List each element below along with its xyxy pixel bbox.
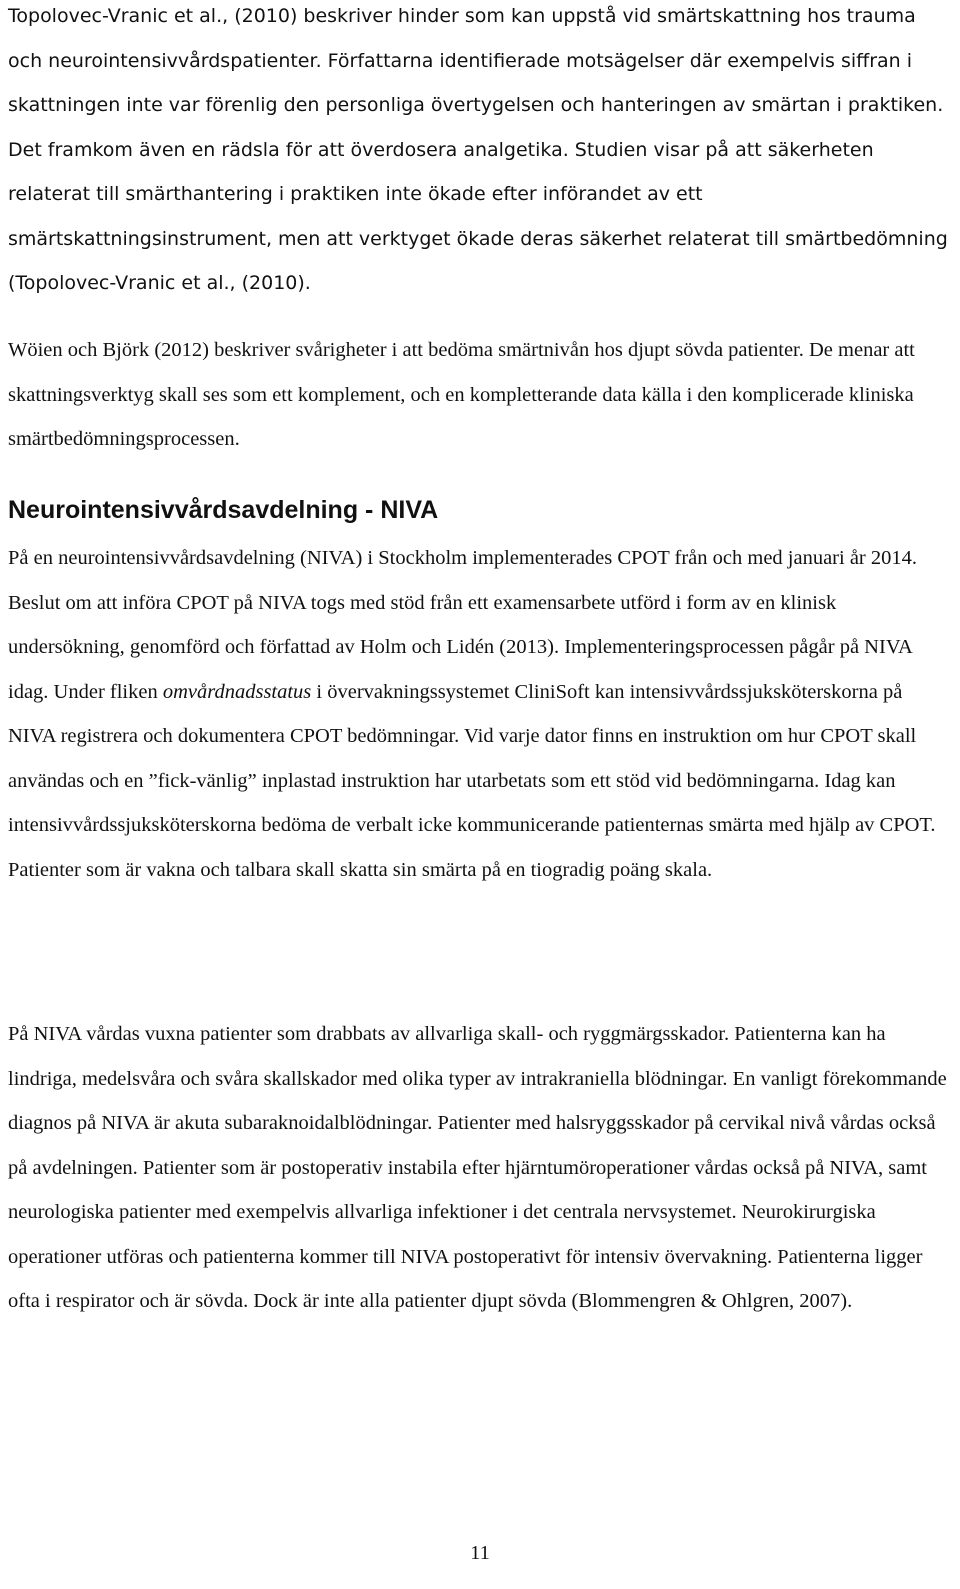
paragraph-niva-patients: På NIVA vårdas vuxna patienter som drabbats av allvarliga skall- och ryggmärgsskador. Patienterna kan ha lindriga, medelsvåra och svåra skallskador med olika typer av intrakraniella blödningar. En vanligt förekommande diagnos på NIVA är akuta subaraknoidalblödningar. Patienter med halsryggsskador på cervikal nivå vårdas också på avdelningen. Patienter som är postoperativ instabila efter hjärntumöroperationer vårdas också på NIVA, samt neurologiska patienter med exempelvis allvarliga infektioner i det centrala nervsystemet. Neurokirurgiska operationer utföras och patienterna kommer till NIVA postoperativt för intensiv övervakning. Patienterna ligger ofta i respirator och är sövda. Dock är inte alla patienter djupt sövda (Blommengren & Ohlgren, 2007). (8, 1023, 947, 1312)
paragraph-text-part: På en neurointensivvårdsavdelning (NIVA) i Stockholm implementerades CPOT från och med januari år 2014. Beslut om att införa CPOT på NIVA togs med stöd från ett examensarbete utförd i form av en klinisk undersökning, genomförd och författad av Holm och Lidén (2013). Implementeringsprocessen pågår på NIVA idag. Under fliken (8, 547, 918, 703)
paragraph-topolovec: Topolovec-Vranic et al., (2010) beskriver hinder som kan uppstå vid smärtskattning hos trauma och neurointensivvårdspatienter. Författarna identifierade motsägelser där exempelvis siffran i skattningen inte var förenlig den personliga övertygelsen och hanteringen av smärtan i praktiken. Det framkom även en rädsla för att överdosera analgetika. Studien visar på att säkerheten relaterat till smärthantering i praktiken inte ökade efter införandet av ett smärtskattningsinstrument, men att verktyget ökade deras säkerhet relaterat till smärtbedömning (Topolovec-Vranic et al., (2010). (8, 5, 948, 294)
paragraph-niva-implementation (8, 536, 952, 892)
paragraph-woien-bjork: Wöien och Björk (2012) beskriver svårigheter i att bedöma smärtnivån hos djupt sövda patienter. De menar att skattningsverktyg skall ses som ett komplement, och en kompletterande data källa i den komplicerade kliniska smärtbedömningsprocessen. (8, 339, 915, 450)
page-number: 11 (470, 1542, 490, 1564)
section-heading: Neurointensivvårdsavdelning - NIVA (8, 496, 439, 524)
italic-term: omvårdnadsstatus (162, 680, 312, 703)
paragraph-text-part: i övervakningssystemet CliniSoft kan intensivvårdssjuksköterskorna på NIVA registrera och dokumentera CPOT bedömningar. Vid varje dator finns en instruktion om hur CPOT skall användas och en ”fick-vänlig” inplastad instruktion har utarbetats som ett stöd vid bedömningarna. Idag kan intensivvårdssjuksköterskorna bedöma de verbalt icke kommunicerande patienternas smärta med hjälp av CPOT. Patienter som är vakna och talbara skall skatta sin smärta på en tiogradig poäng skala. (8, 680, 936, 881)
